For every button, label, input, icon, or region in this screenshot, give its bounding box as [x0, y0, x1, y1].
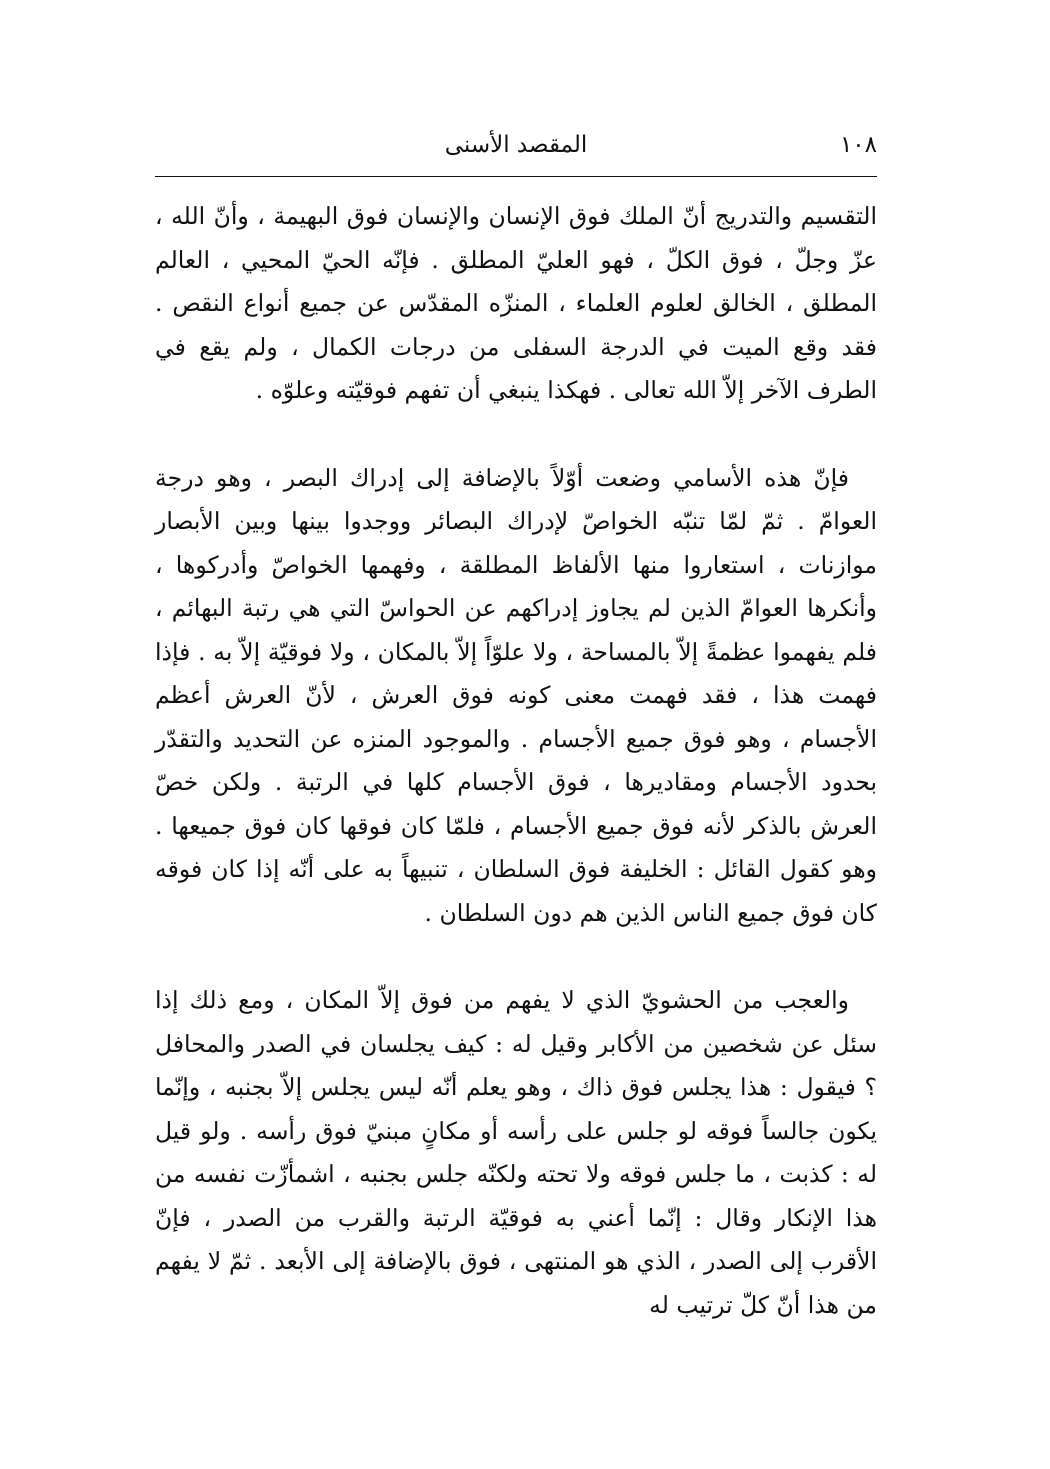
paragraph: والعجب من الحشويّ الذي لا يفهم من فوق إلاّ المكان ، ومع ذلك إذا سئل عن شخصين من الأكابر وقيل له : كيف يجلسان في الصدر والمحافل ؟ فيقول : هذا يجلس فوق ذاك ، وهو يعلم أنّه ليس يجلس إلاّ بجنبه ، وإنّما يكون جالساً فوقه لو جلس على رأسه أو مكانٍ مبنيّ فوق رأسه . ولو قيل له : كذبت ، ما جلس فوقه ولا تحته ولكنّه جلس بجنبه ، اشمأزّت نفسه من هذا الإنكار وقال : إنّما أعني به فوقيّة الرتبة والقرب من الصدر ، فإنّ الأقرب إلى الصدر ، الذي هو المنتهى ، فوق بالإضافة إلى الأبعد . ثمّ لا يفهم من هذا أنّ كلّ ترتيب له	[155, 986, 877, 1319]
paragraph-continuation: التقسيم والتدريج أنّ الملك فوق الإنسان والإنسان فوق البهيمة ، وأنّ الله ، عزّ وجلّ ، فوق الكلّ ، فهو العليّ المطلق . فإنّه الحيّ المحيي ، العالم المطلق ، الخالق لعلوم العلماء ، المنزّه المقدّس عن جميع أنواع النقص . فقد وقع الميت في الدرجة السفلى من درجات الكمال ، ولم يقع في الطرف الآخر إلاّ الله تعالى . فهكذا ينبغي أن تفهم فوقيّته وعلوّه .	[155, 202, 877, 404]
header-rule	[155, 176, 877, 177]
running-title: المقصد الأسنى	[444, 132, 588, 158]
page-number: ١٠٨	[839, 132, 877, 158]
page-header	[155, 128, 877, 168]
body-text	[155, 195, 877, 1327]
paragraph: فإنّ هذه الأسامي وضعت أوّلاً بالإضافة إلى إدراك البصر ، وهو درجة العوامّ . ثمّ لمّا تنبّه الخواصّ لإدراك البصائر ووجدوا بينها وبين الأبصار موازنات ، استعاروا منها الألفاظ المطلقة ، وفهمها الخواصّ وأدركوها ، وأنكرها العوامّ الذين لم يجاوز إدراكهم عن الحواسّ التي هي رتبة البهائم ، فلم يفهموا عظمةً إلاّ بالمساحة ، ولا علوّاً إلاّ بالمكان ، ولا فوقيّة إلاّ به . فإذا فهمت هذا ، فقد فهمت معنى كونه فوق العرش ، لأنّ العرش أعظم الأجسام ، وهو فوق جميع الأجسام . والموجود المنزه عن التحديد والتقدّر بحدود الأجسام ومقاديرها ، فوق الأجسام كلها في الرتبة . ولكن خصّ العرش بالذكر لأنه فوق جميع الأجسام ، فلمّا كان فوقها كان فوق جميعها . وهو كقول القائل : الخليفة فوق السلطان ، تنبيهاً به على أنّه إذا كان فوقه كان فوق جميع الناس الذين هم دون السلطان .	[155, 463, 877, 927]
